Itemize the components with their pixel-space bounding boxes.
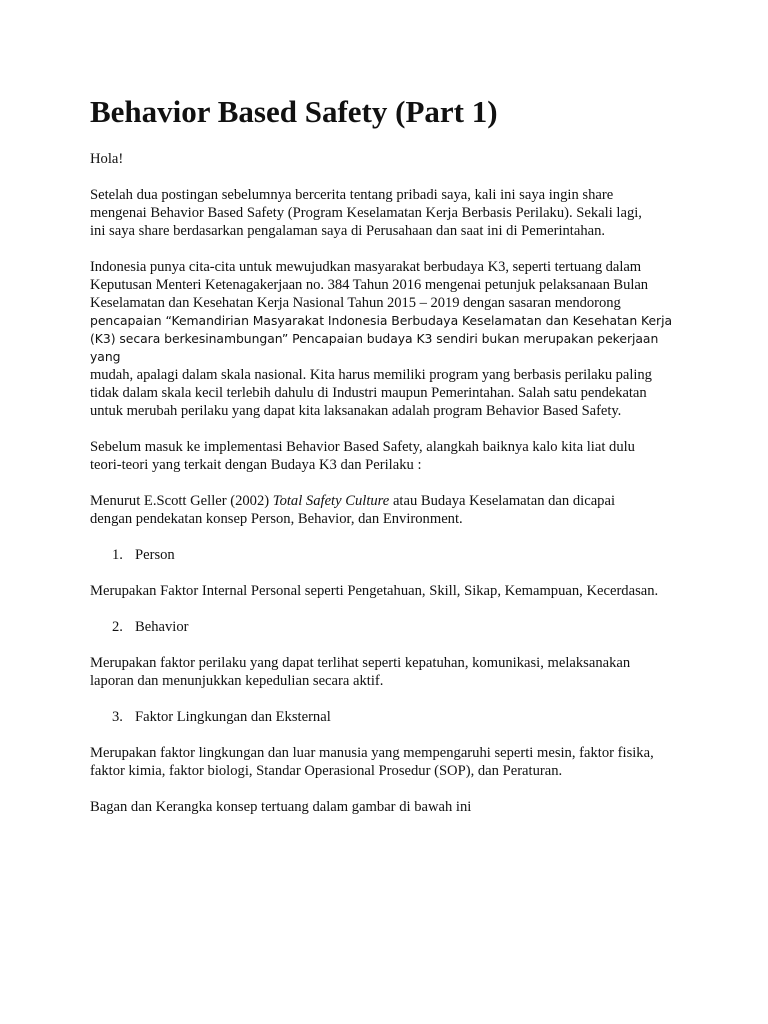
list-number: 3. <box>112 709 123 725</box>
description-line: Merupakan faktor lingkungan dan luar manusia yang mempengaruhi seperti mesin, faktor fisika, <box>90 745 654 761</box>
k3-line: Indonesia punya cita-cita untuk mewujudkan masyarakat berbudaya K3, seperti tertuang dalam <box>90 259 642 275</box>
page-title: Behavior Based Safety (Part 1) <box>90 94 498 129</box>
book-title: Total Safety Culture <box>272 493 390 509</box>
k3-paragraph <box>90 258 690 420</box>
greeting-paragraph <box>90 150 690 168</box>
list-label: Behavior <box>135 619 189 635</box>
geller-text: Menurut E.Scott Geller (2002) <box>90 493 273 509</box>
closing-paragraph <box>90 798 690 816</box>
k3-line: tidak dalam skala kecil terlebih dahulu di Industri maupun Pemerintahan. Salah satu pendekatan <box>90 385 647 401</box>
description-line: Merupakan Faktor Internal Personal seperti Pengetahuan, Skill, Sikap, Kemampuan, Kecerdasan. <box>90 583 659 599</box>
intro-line: ini saya share berdasarkan pengalaman saya di Perusahaan dan saat ini di Pemerintahan. <box>90 223 606 239</box>
list-item <box>90 708 690 726</box>
list-label: Person <box>135 547 175 563</box>
k3-line: Keselamatan dan Kesehatan Kerja Nasional Tahun 2015 – 2019 dengan sasaran mendorong <box>90 295 621 311</box>
item-description <box>90 654 690 690</box>
intro-paragraph <box>90 186 690 240</box>
description-line: Merupakan faktor perilaku yang dapat terlihat seperti kepatuhan, komunikasi, melaksanakan <box>90 655 631 671</box>
document-body <box>90 92 690 834</box>
list-number: 1. <box>112 547 123 563</box>
k3-quote: (K3) secara berkesinambungan <box>90 331 282 346</box>
theory-line: Sebelum masuk ke implementasi Behavior Based Safety, alangkah baiknya kalo kita liat dulu <box>90 439 635 455</box>
k3-line: pencapaian “ <box>90 313 172 328</box>
k3-line: untuk merubah perilaku yang dapat kita laksanakan adalah program Behavior Based Safety. <box>90 403 622 419</box>
geller-line: dengan pendekatan konsep Person, Behavior, dan Environment. <box>90 511 463 527</box>
geller-text: atau Budaya Keselamatan dan dicapai <box>389 493 615 509</box>
intro-line: Setelah dua postingan sebelumnya bercerita tentang pribadi saya, kali ini saya ingin share <box>90 187 614 203</box>
list-label: Faktor Lingkungan dan Eksternal <box>135 709 331 725</box>
description-line: laporan dan menunjukkan kepedulian secara aktif. <box>90 673 384 689</box>
k3-line: ” Pencapaian budaya K3 sendiri bukan merupakan pekerjaan yang <box>90 331 659 364</box>
list-item <box>90 618 690 636</box>
item-description <box>90 582 690 600</box>
greeting-text: Hola! <box>90 151 124 167</box>
k3-line: Keputusan Menteri Ketenagakerjaan no. 384 Tahun 2016 mengenai petunjuk pelaksanaan Bulan <box>90 277 649 293</box>
description-line: faktor kimia, faktor biologi, Standar Operasional Prosedur (SOP), dan Peraturan. <box>90 763 563 779</box>
list-number: 2. <box>112 619 123 635</box>
item-description <box>90 744 690 780</box>
intro-line: mengenai Behavior Based Safety (Program Keselamatan Kerja Berbasis Perilaku). Sekali lagi, <box>90 205 642 221</box>
theory-paragraph <box>90 438 690 474</box>
list-item <box>90 546 690 564</box>
k3-line: mudah, apalagi dalam skala nasional. Kita harus memiliki program yang berbasis perilaku paling <box>90 367 652 383</box>
closing-text: Bagan dan Kerangka konsep tertuang dalam gambar di bawah ini <box>90 799 472 815</box>
geller-paragraph <box>90 492 690 528</box>
k3-quote: Kemandirian Masyarakat Indonesia Berbudaya Keselamatan dan Kesehatan Kerja <box>171 313 673 328</box>
theory-line: teori-teori yang terkait dengan Budaya K3 dan Perilaku : <box>90 457 422 473</box>
